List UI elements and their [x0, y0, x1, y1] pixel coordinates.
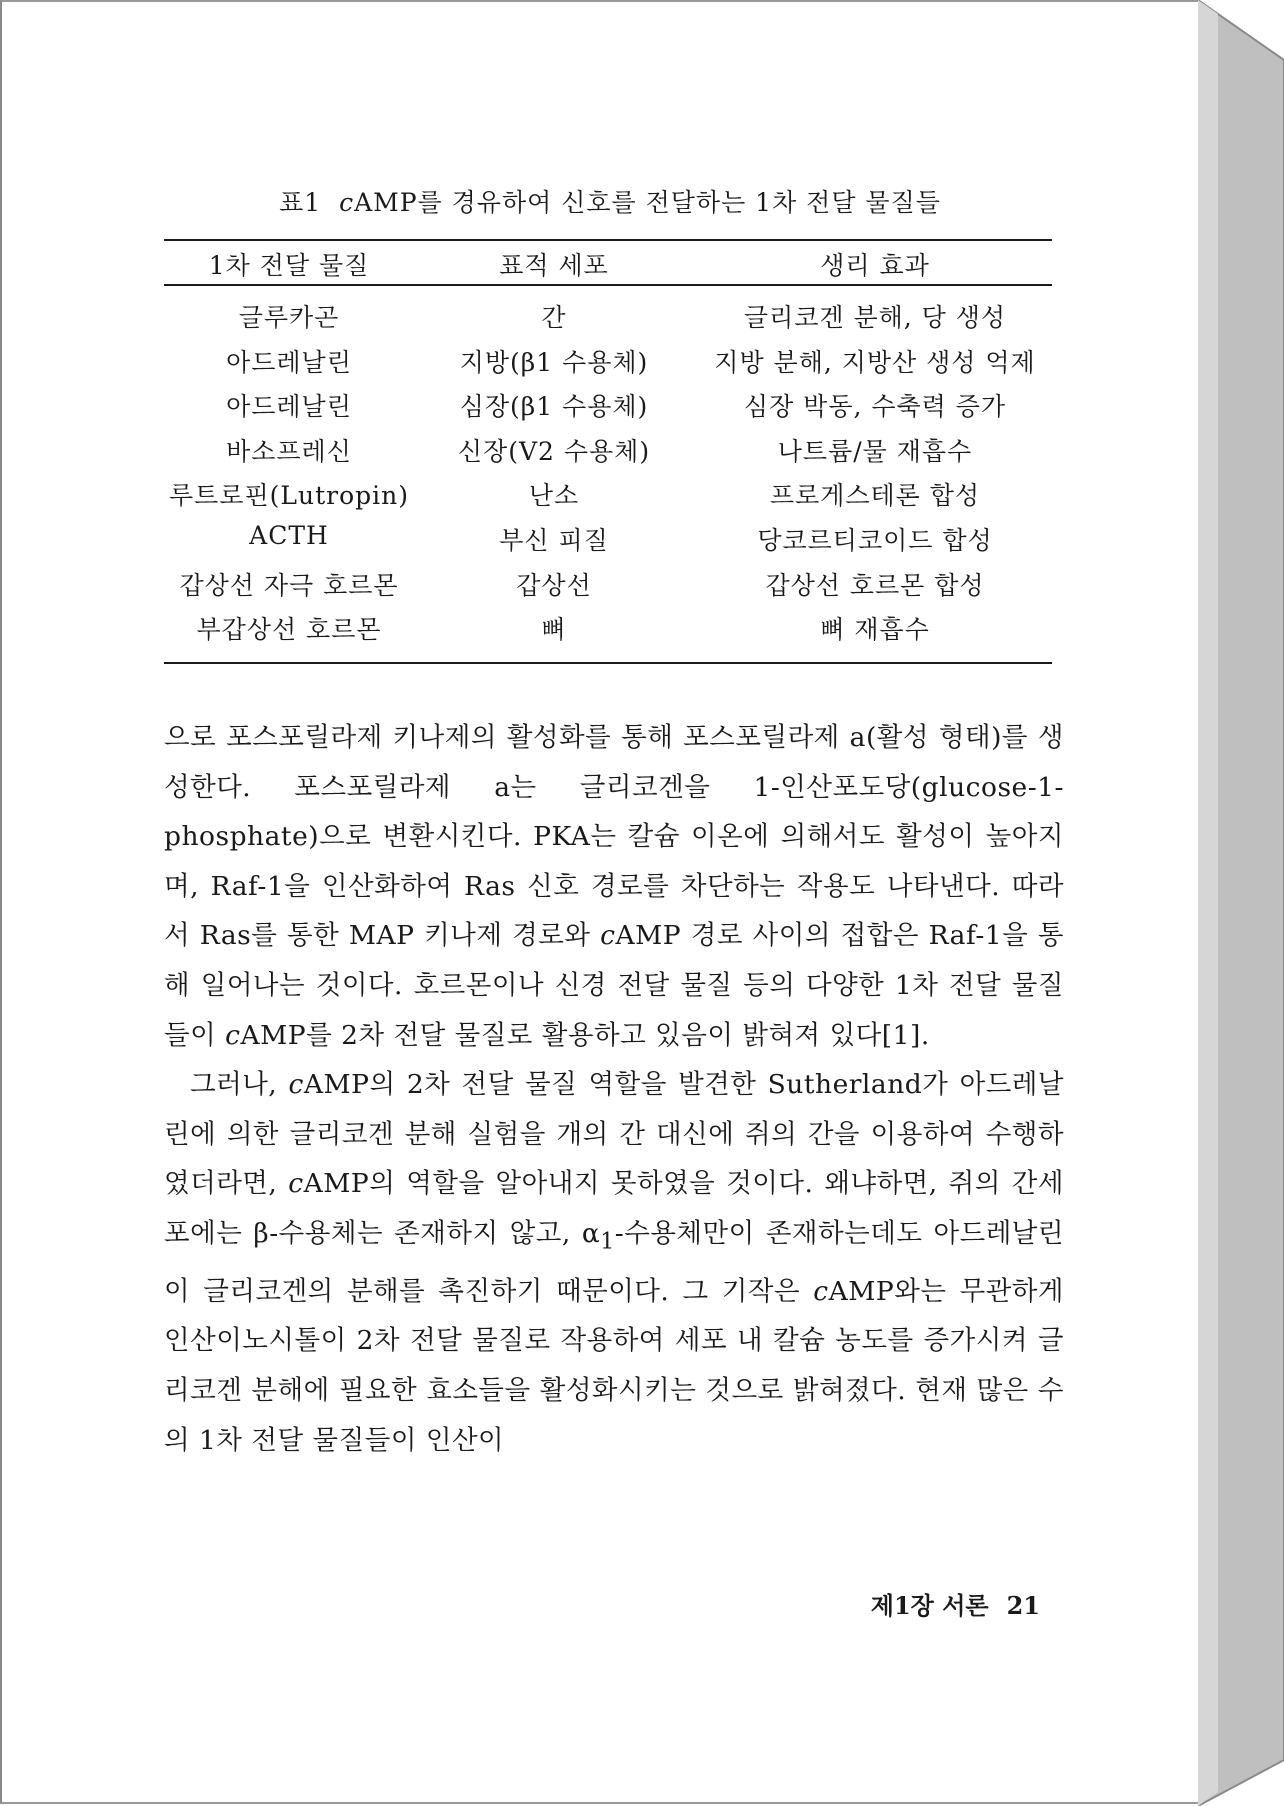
cell-target-cell: 뼈: [541, 615, 567, 645]
page-number: 21: [1006, 1591, 1040, 1620]
header-physiological-effect: 생리 효과: [820, 251, 930, 280]
chapter-title: 제1장 서론: [870, 1591, 989, 1620]
table-top-rule: [164, 239, 1052, 241]
cell-first-messenger: 아드레날린: [226, 347, 352, 377]
cell-effect: 나트륨/물 재흡수: [777, 436, 973, 466]
cell-first-messenger: 아드레날린: [226, 392, 352, 422]
cell-effect: 뼈 재흡수: [820, 615, 930, 645]
p1-italic-1: c: [600, 920, 616, 952]
p1-part-a: 으로 포스포릴라제 키나제의 활성화를 통해 포스포릴라제 a(활성 형태)를 생성한다. 포스포릴라제 a는 글리코겐을 1-인산포도당(glucose-1-phosphate)으로 변환시킨다. PKA는 칼슘 이온에 의해서도 활성이 높아지며, Raf-1을 인산화하여 Ras 신호 경로를 차단하는 작용도 나타낸다. 따라서 Ras를 통한 MAP 키나제 경로와: [164, 722, 1064, 952]
cell-effect: 당코르티코이드 합성: [757, 526, 993, 555]
caption-text: AMP를 경유하여 신호를 전달하는 1차 전달 물질들: [354, 188, 941, 217]
cell-effect: 글리코겐 분해, 당 생성: [743, 303, 1007, 332]
header-first-messenger: 1차 전달 물질: [208, 251, 370, 280]
cell-target-cell: 신장(V2 수용체): [457, 436, 651, 466]
cell-target-cell: 간: [541, 303, 567, 332]
p2-italic-1: c: [288, 1069, 304, 1101]
p1-part-c: AMP를 2차 전달 물질로 활용하고 있음이 밝혀져 있다[1].: [240, 1019, 930, 1051]
p2-part-e: AMP와는 무관하게 인산이노시톨이 2차 전달 물질로 작용하여 세포 내 칼슘 농도를 증가시켜 글리코겐 분해에 필요한 효소들을 활성화시키는 것으로 밝혀졌다. 현재 많은 수의 1차 전달 물질들이 인산이: [164, 1275, 1065, 1456]
p2-part-b: AMP의 2차 전달 물질 역할을 발견한 Sutherland가 아드레날린에 의한 글리코겐 분해 실험을 개의 간 대신에 쥐의 간을 이용하여 수행하였더라면,: [164, 1069, 1064, 1200]
p2-part-a: 그러나,: [190, 1069, 289, 1101]
paragraph-1: [164, 713, 1064, 1060]
page-stack-edge: [1198, 0, 1284, 1806]
table-header-rule: [164, 284, 1052, 286]
cell-first-messenger: 갑상선 자극 호르몬: [179, 570, 399, 600]
cell-first-messenger: 글루카곤: [238, 303, 340, 332]
cell-target-cell: 갑상선: [516, 570, 592, 600]
body-text: [164, 713, 1064, 1465]
p1-part-b: AMP 경로 사이의 접합은 Raf-1을 통해 일어나는 것이다. 호르몬이나 신경 전달 물질 등의 다양한 1차 전달 물질들이: [164, 920, 1065, 1051]
cell-first-messenger: 부갑상선 호르몬: [196, 615, 382, 645]
p2-part-c: AMP의 역할을 알아내지 못하였을 것이다. 왜냐하면, 쥐의 간세포에는 β-수용체는 존재하지 않고, α: [164, 1168, 1064, 1249]
cell-target-cell: 부신 피질: [499, 526, 609, 555]
page-footer: [760, 1586, 1040, 1621]
cell-first-messenger: ACTH: [249, 521, 329, 550]
cell-effect: 지방 분해, 지방산 생성 억제: [714, 347, 1036, 377]
p2-subscript: 1: [600, 1229, 615, 1255]
cell-effect: 프로게스테론 합성: [769, 481, 981, 511]
cell-effect: 갑상선 호르몬 합성: [765, 570, 985, 600]
p2-italic-3: c: [813, 1275, 829, 1307]
cell-effect: 심장 박동, 수축력 증가: [743, 392, 1007, 422]
table-bottom-rule: [164, 662, 1052, 664]
cell-first-messenger: 루트로핀(Lutropin): [169, 481, 409, 511]
cell-first-messenger: 바소프레신: [226, 436, 352, 466]
cell-target-cell: 심장(β1 수용체): [459, 392, 649, 422]
p2-italic-2: c: [288, 1168, 304, 1200]
paragraph-2: [164, 1060, 1064, 1465]
caption-prefix: 표1: [279, 188, 322, 217]
cell-target-cell: 지방(β1 수용체): [459, 347, 649, 377]
cell-target-cell: 난소: [528, 481, 580, 511]
table-caption: [164, 183, 1056, 219]
caption-italic: c: [339, 188, 355, 217]
p2-part-d: -수용체만이 존재하는데도 아드레날린이 글리코겐의 분해를 촉진하기 때문이다. 그 기작은: [164, 1217, 1064, 1307]
header-target-cell: 표적 세포: [499, 251, 609, 280]
p1-italic-2: c: [225, 1019, 241, 1051]
